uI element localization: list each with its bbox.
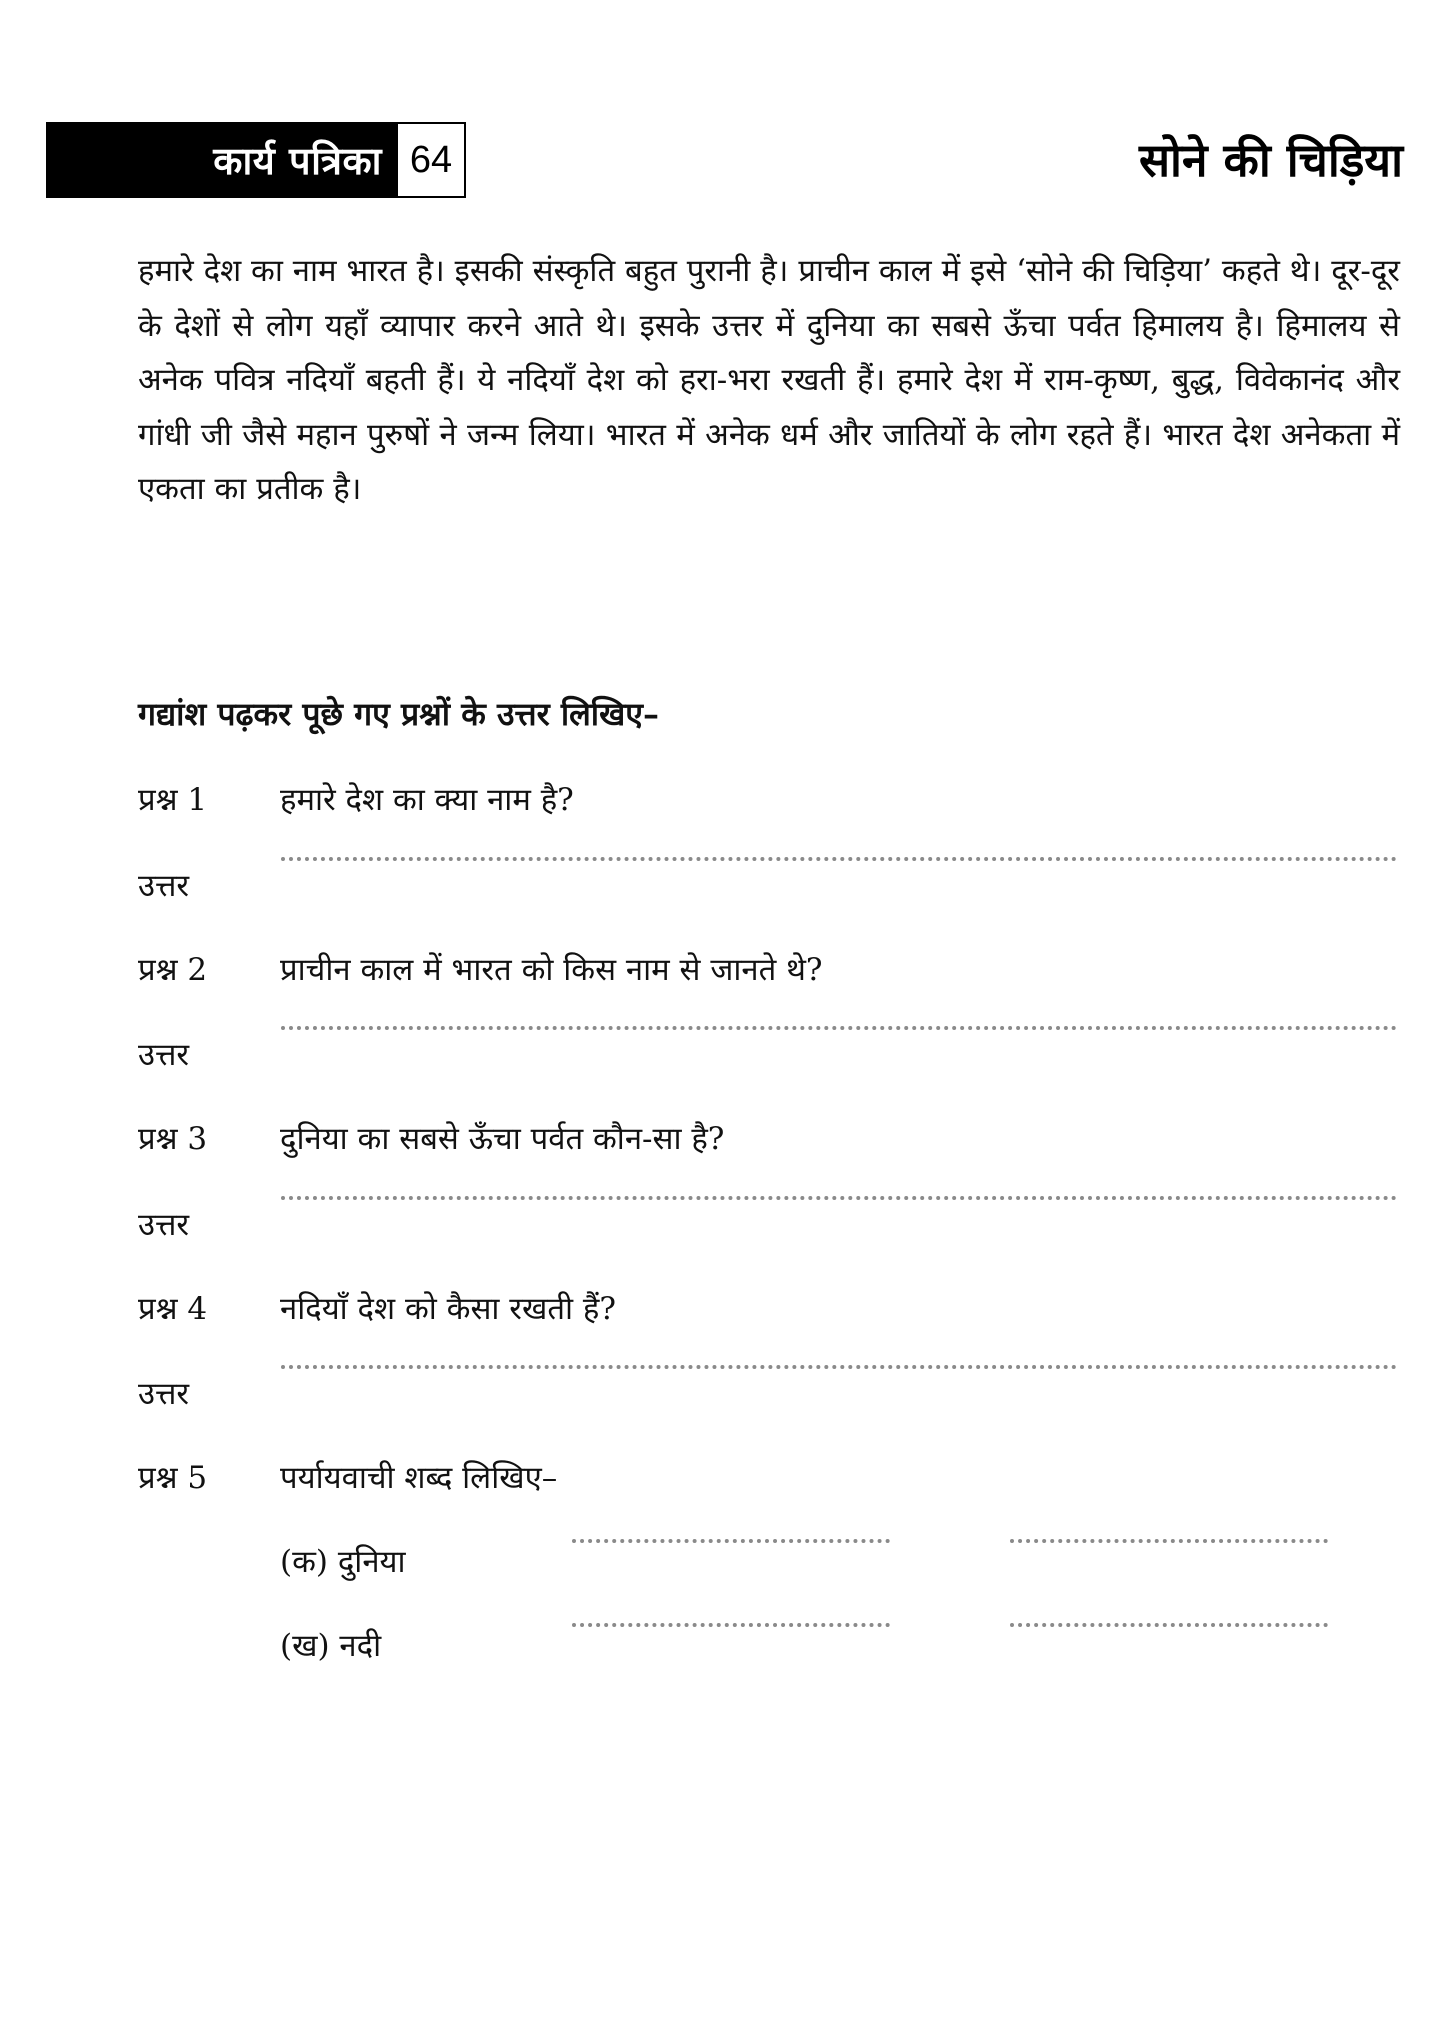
answer-line-1[interactable]: [281, 857, 1397, 861]
question-number: प्रश्न 4: [138, 1291, 208, 1327]
question-text: नदियाँ देश को कैसा रखती हैं?: [280, 1291, 616, 1327]
answer-label: उत्तर: [138, 1376, 190, 1412]
question-number: प्रश्न 3: [138, 1121, 208, 1157]
answer-line-3[interactable]: [281, 1196, 1397, 1200]
answer-line-4[interactable]: [281, 1365, 1397, 1369]
question-text: पर्यायवाची शब्द लिखिए–: [280, 1460, 558, 1496]
question-5: [138, 1456, 557, 1498]
synonym-1-answer-line-2[interactable]: [1010, 1539, 1328, 1543]
question-3: [138, 1117, 724, 1159]
answer-label: उत्तर: [138, 1037, 190, 1073]
question-1: [138, 778, 574, 820]
question-4: [138, 1287, 616, 1329]
answer-label: उत्तर: [138, 868, 190, 904]
question-number: प्रश्न 1: [138, 782, 208, 818]
question-text: हमारे देश का क्या नाम है?: [280, 782, 574, 818]
question-number: प्रश्न 2: [138, 952, 208, 988]
worksheet-label-bar: [46, 122, 396, 198]
instruction-heading: गद्यांश पढ़कर पूछे गए प्रश्नों के उत्तर लिखिए–: [138, 695, 659, 733]
worksheet-number: 64: [396, 122, 466, 198]
synonym-item-2: (ख) नदी: [280, 1628, 382, 1664]
answer-line-2[interactable]: [281, 1026, 1397, 1030]
synonym-item-1: (क) दुनिया: [280, 1544, 406, 1580]
question-2: [138, 948, 823, 990]
answer-label: उत्तर: [138, 1207, 190, 1243]
question-text: प्राचीन काल में भारत को किस नाम से जानते थे?: [280, 952, 823, 988]
synonym-1-answer-line-1[interactable]: [572, 1539, 890, 1543]
synonym-2-answer-line-1[interactable]: [572, 1623, 890, 1627]
question-number: प्रश्न 5: [138, 1460, 208, 1496]
page-title: सोने की चिड़िया: [1138, 133, 1403, 187]
passage-text: हमारे देश का नाम भारत है। इसकी संस्कृति बहुत पुरानी है। प्राचीन काल में इसे ‘सोने की चिड़िया’ कहते थे। दूर-दूर के देशों से लोग यहाँ व्यापार करने आते थे। इसके उत्तर में दुनिया का सबसे ऊँचा पर्वत हिमालय है। हिमालय से अनेक पवित्र नदियाँ बहती हैं। ये नदियाँ देश को हरा-भरा रखती हैं। हमारे देश में राम-कृष्ण, बुद्ध, विवेकानंद और गांधी जी जैसे महान पुरुषों ने जन्म लिया। भारत में अनेक धर्म और जातियों के लोग रहते हैं। भारत देश अनेकता में एकता का प्रतीक है।: [138, 253, 1401, 507]
question-text: दुनिया का सबसे ऊँचा पर्वत कौन-सा है?: [280, 1121, 725, 1157]
synonym-2-answer-line-2[interactable]: [1010, 1623, 1328, 1627]
worksheet-label: कार्य पत्रिका: [213, 139, 382, 183]
